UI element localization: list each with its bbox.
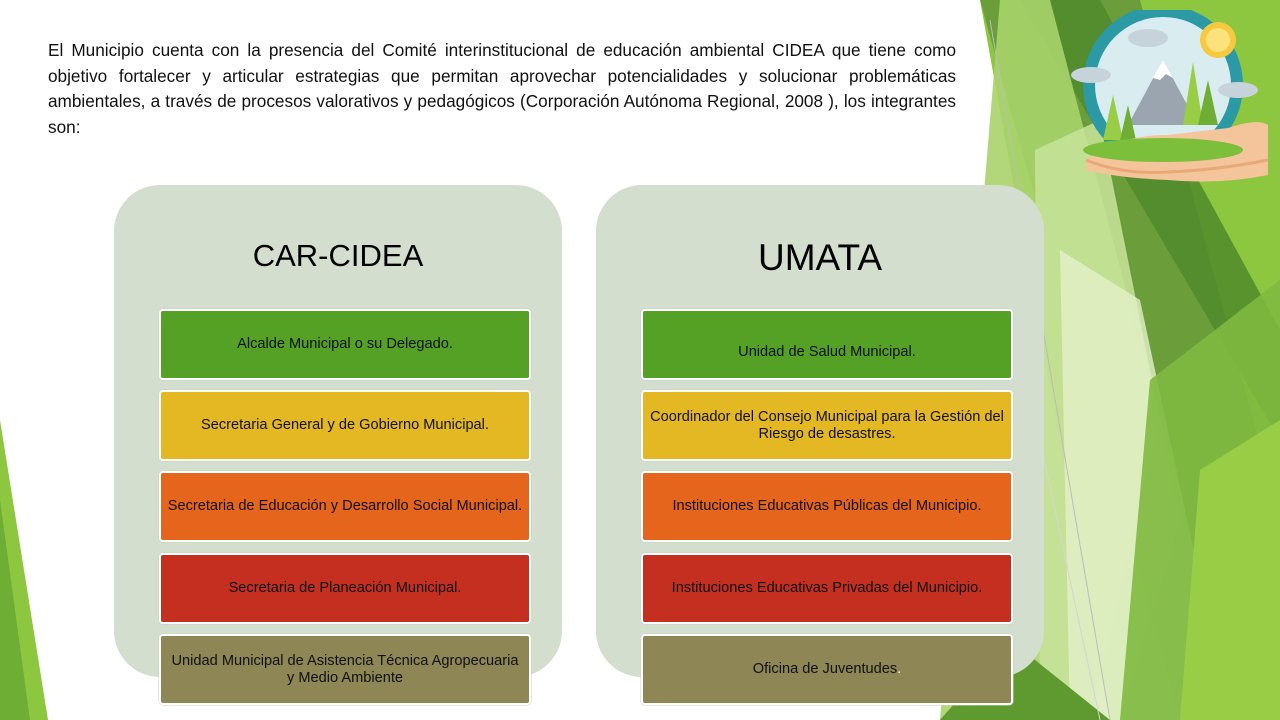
- list-item: [641, 390, 1013, 461]
- list-item-label: Alcalde Municipal o su Delegado.: [237, 336, 453, 352]
- list-item-label: Secretaria General y de Gobierno Municipal.: [201, 417, 489, 433]
- list-item-label: [753, 661, 901, 678]
- list-item: [159, 634, 531, 705]
- list-item: [159, 309, 531, 380]
- list-item-label: Coordinador del Consejo Municipal para la Gestión del Riesgo de desastres.: [650, 408, 1004, 442]
- list-item-suffix: .: [897, 661, 902, 677]
- panel-title: UMATA: [757, 237, 882, 278]
- intro-paragraph: El Municipio cuenta con la presencia del Comité interinstitucional de educación ambiental CIDEA que tiene como objetivo fortalecer y articular estrategias que permitan aprovechar potencialidades y solucionar problemáticas ambientales, a través de procesos valorativos y pedagógicos (Corporación Autónoma Regional, 2008 ), los integrantes son:: [48, 40, 956, 137]
- eco-hand-globe-icon: [1068, 10, 1268, 190]
- list-item: [641, 309, 1013, 380]
- list-item: [159, 390, 531, 461]
- list-item: [641, 471, 1013, 542]
- list-item: [641, 634, 1013, 705]
- list-item-text: Oficina de Juventudes: [752, 661, 898, 677]
- list-item-label: Unidad de Salud Municipal.: [738, 344, 916, 360]
- list-item: [159, 553, 531, 624]
- list-item-label: Secretaria de Planeación Municipal.: [228, 580, 462, 596]
- list-item-label: Instituciones Educativas Privadas del Municipio.: [671, 580, 983, 596]
- list-item: [641, 553, 1013, 624]
- list-item-label: Secretaria de Educación y Desarrollo Social Municipal.: [167, 498, 523, 514]
- list-item: [159, 471, 531, 542]
- list-item-label: Unidad Municipal de Asistencia Técnica Agropecuaria y Medio Ambiente: [171, 652, 519, 686]
- list-item-label: Instituciones Educativas Públicas del Municipio.: [672, 498, 982, 514]
- panel-title: CAR-CIDEA: [252, 238, 424, 273]
